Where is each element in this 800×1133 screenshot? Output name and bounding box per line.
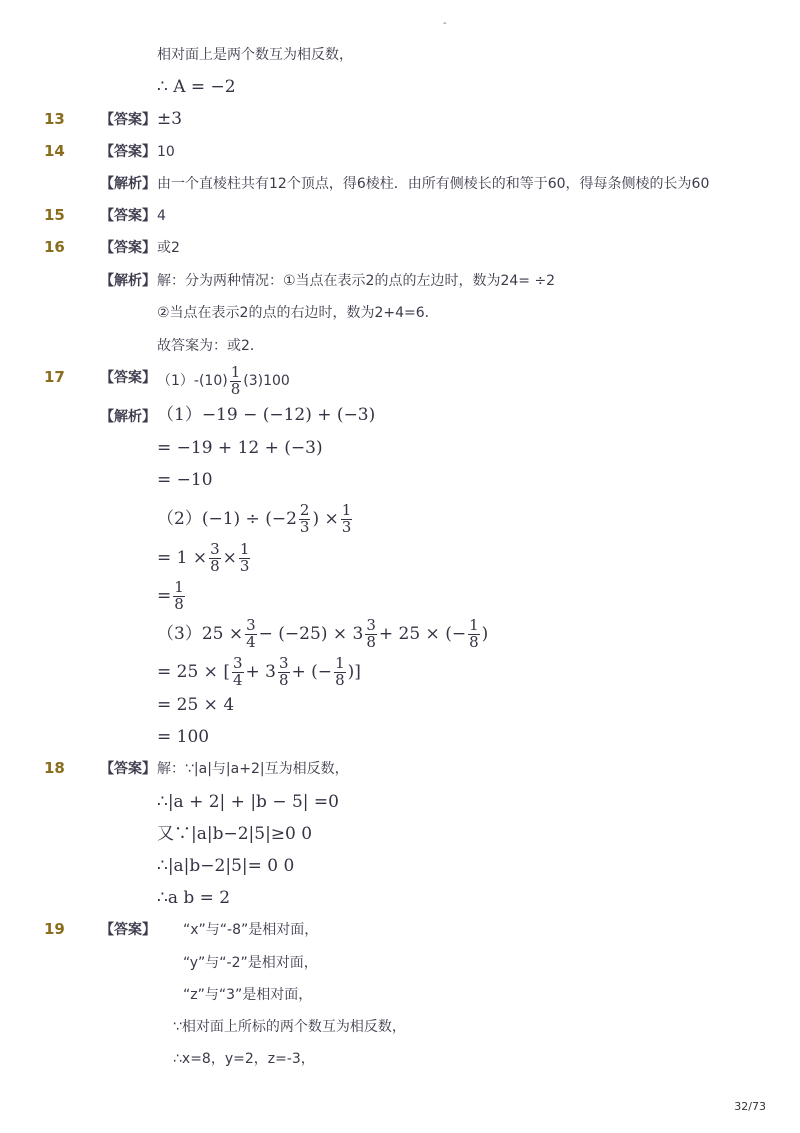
expr-text: + 3 bbox=[245, 661, 276, 682]
denominator: 8 bbox=[469, 632, 479, 651]
expr-text: （2）(−1) ÷ (−2 bbox=[157, 508, 297, 529]
expr-text: （3）25 × bbox=[157, 623, 244, 644]
denominator: 8 bbox=[366, 632, 376, 651]
analysis-label-17: 【解析】 bbox=[100, 409, 156, 425]
answer-label-19: 【答案】 bbox=[100, 922, 156, 938]
analysis-label-16: 【解析】 bbox=[100, 273, 156, 289]
numerator: 1 bbox=[174, 577, 184, 596]
answer-13: ±3 bbox=[157, 109, 183, 129]
fraction bbox=[239, 539, 251, 575]
answer-label-13: 【答案】 bbox=[100, 112, 156, 128]
numerator: 1 bbox=[341, 500, 352, 519]
analysis-17-line-4 bbox=[157, 497, 354, 541]
numerator: 1 bbox=[335, 653, 345, 672]
question-number-16: 16 bbox=[44, 238, 65, 256]
denominator: 8 bbox=[210, 556, 220, 575]
fraction bbox=[232, 653, 244, 689]
expr-text: = 1 × bbox=[157, 547, 208, 568]
page-number: 32/73 bbox=[734, 1100, 766, 1113]
denominator: 4 bbox=[232, 670, 243, 689]
answer-17 bbox=[157, 360, 290, 402]
fraction bbox=[209, 539, 221, 575]
fraction bbox=[245, 615, 257, 651]
answer-18-line-4: ∴|a|b−2|5|= 0 0 bbox=[157, 856, 295, 876]
denominator: 3 bbox=[299, 517, 310, 536]
fraction bbox=[173, 577, 185, 613]
denominator: 8 bbox=[278, 670, 289, 689]
analysis-16-line-2: ②当点在表示2的点的右边时，数为2+4=6． bbox=[157, 305, 439, 321]
numerator: 1 bbox=[239, 539, 250, 558]
denominator: 8 bbox=[230, 379, 241, 398]
fraction bbox=[278, 653, 290, 689]
analysis-17-line-3: = −10 bbox=[157, 470, 213, 490]
answer-17-fraction bbox=[230, 362, 242, 398]
denominator: 4 bbox=[246, 632, 256, 651]
numerator: 1 bbox=[230, 362, 241, 381]
denominator: 3 bbox=[341, 517, 352, 536]
fraction bbox=[468, 615, 480, 651]
answer-16: 或2 bbox=[157, 240, 180, 256]
question-number-14: 14 bbox=[44, 142, 65, 160]
analysis-16-line-1: 解：分为两种情况：①当点在表示2的点的左边时，数为24= ÷2 bbox=[157, 273, 556, 289]
expr-text: = bbox=[157, 585, 172, 606]
fraction bbox=[334, 653, 346, 689]
answer-19-line-2: “y”与“-2”是相对面， bbox=[183, 955, 318, 971]
answer-19-line-4: ∵相对面上所标的两个数互为相反数， bbox=[173, 1019, 406, 1035]
answer-label-18: 【答案】 bbox=[100, 761, 156, 777]
numerator: 1 bbox=[469, 615, 479, 634]
answer-17-part-2: (3)100 bbox=[243, 373, 290, 389]
expr-text: )] bbox=[347, 661, 361, 682]
analysis-17-line-2: = −19 + 12 + (−3) bbox=[157, 438, 323, 458]
answer-19-line-3: “z”与“3”是相对面， bbox=[183, 987, 313, 1003]
analysis-17-line-1: （1）−19 − (−12) + (−3) bbox=[157, 405, 376, 425]
answer-17-part-1: （1）-(10) bbox=[157, 373, 228, 389]
answer-14: 10 bbox=[157, 144, 175, 160]
answer-18-line-5: ∴a b = 2 bbox=[157, 888, 231, 908]
analysis-17-line-10: = 100 bbox=[157, 727, 210, 747]
question-number-13: 13 bbox=[44, 110, 65, 128]
denominator: 8 bbox=[335, 670, 345, 689]
answer-15: 4 bbox=[157, 208, 166, 224]
numerator: 3 bbox=[278, 653, 289, 672]
header-mark: - bbox=[443, 18, 447, 29]
numerator: 3 bbox=[210, 539, 220, 558]
expr-text: ) × bbox=[312, 508, 339, 529]
prev-line-1: 相对面上是两个数互为相反数， bbox=[157, 47, 353, 63]
question-number-18: 18 bbox=[44, 759, 65, 777]
expr-text: + (− bbox=[291, 661, 333, 682]
answer-18-line-2: ∴|a + 2| + |b − 5| =0 bbox=[157, 792, 339, 812]
numerator: 3 bbox=[366, 615, 376, 634]
numerator: 3 bbox=[232, 653, 243, 672]
numerator: 2 bbox=[299, 500, 310, 519]
answer-18-line-1: 解：∵|a|与|a+2|互为相反数， bbox=[157, 761, 349, 777]
question-number-19: 19 bbox=[44, 920, 65, 938]
question-number-15: 15 bbox=[44, 206, 65, 224]
fraction bbox=[341, 500, 353, 536]
answer-18-line-3: 又∵|a|b−2|5|≥0 0 bbox=[157, 824, 313, 844]
prev-line-2: ∴ A = −2 bbox=[157, 77, 236, 97]
fraction bbox=[299, 500, 311, 536]
expr-text: − (−25) × 3 bbox=[258, 623, 364, 644]
analysis-17-line-8 bbox=[157, 650, 361, 694]
expr-text: × bbox=[222, 547, 237, 568]
expr-text: + 25 × (− bbox=[378, 623, 467, 644]
analysis-16-line-3: 故答案为：或2． bbox=[157, 338, 264, 354]
analysis-17-line-9: = 25 × 4 bbox=[157, 695, 235, 715]
denominator: 8 bbox=[174, 594, 184, 613]
answer-label-14: 【答案】 bbox=[100, 144, 156, 160]
expr-text: = 25 × [ bbox=[157, 661, 230, 682]
numerator: 3 bbox=[246, 615, 256, 634]
denominator: 3 bbox=[239, 556, 250, 575]
expr-text: ) bbox=[481, 623, 489, 644]
fraction bbox=[365, 615, 377, 651]
answer-label-16: 【答案】 bbox=[100, 240, 156, 256]
answer-19-line-5: ∴x=8，y=2，z=-3， bbox=[173, 1051, 315, 1067]
answer-label-15: 【答案】 bbox=[100, 208, 156, 224]
analysis-label-14: 【解析】 bbox=[100, 176, 156, 192]
answer-label-17: 【答案】 bbox=[100, 370, 156, 386]
answer-19-line-1: “x”与“-8”是相对面， bbox=[183, 922, 319, 938]
analysis-14: 由一个直棱柱共有12个顶点，得6棱柱．由所有侧棱长的和等于60，得每条侧棱的长为60 bbox=[157, 176, 710, 192]
question-number-17: 17 bbox=[44, 368, 65, 386]
